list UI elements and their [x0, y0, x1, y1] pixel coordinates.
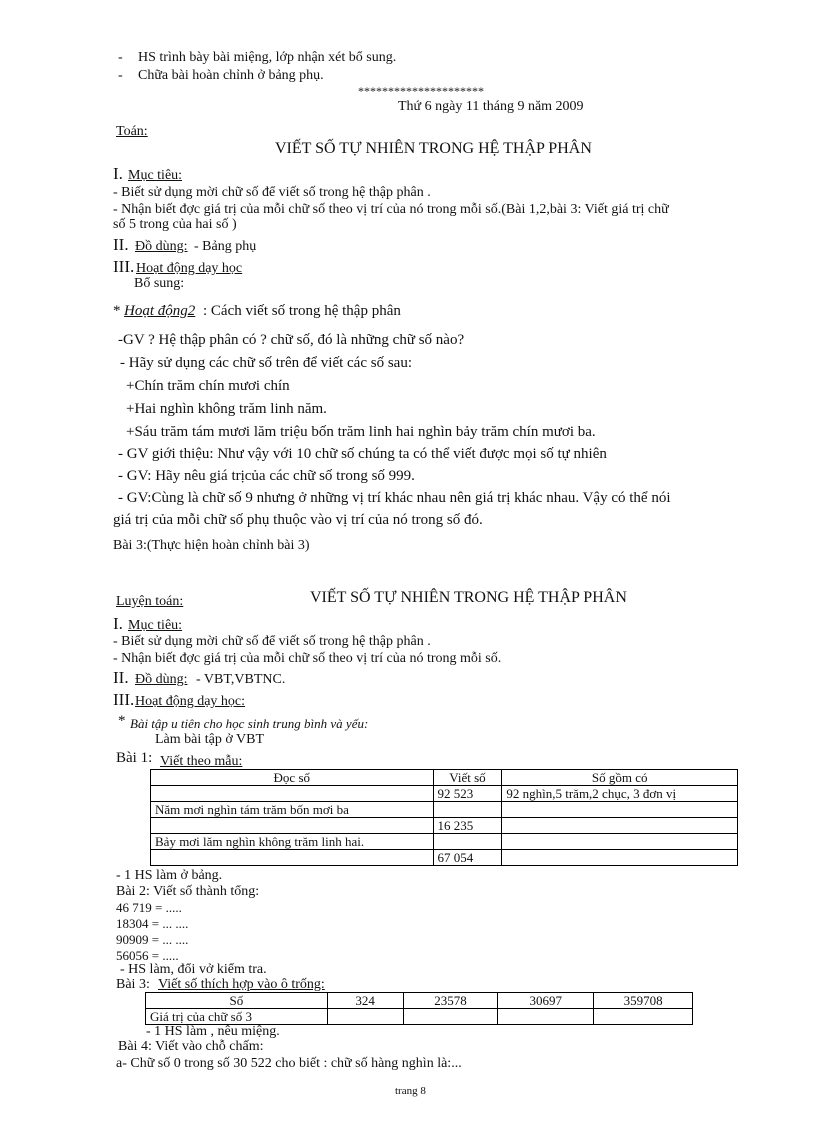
hd-text: : Cách viết số trong hệ thập phân [203, 303, 401, 319]
lesson2-sec3-num: III. [113, 690, 135, 709]
table-row [151, 802, 738, 818]
bai3-label: Viết số thích hợp vào ô trống: [158, 977, 325, 992]
table-cell: Bảy mơi lăm nghìn không trăm linh hai. [151, 834, 434, 850]
table-cell [502, 850, 738, 866]
table-row [146, 1009, 693, 1025]
activity-line: Bài 3:(Thực hiện hoàn chỉnh bài 3) [113, 538, 310, 553]
activity-line: +Sáu trăm tám mươi lăm triệu bốn trăm linh hai nghìn bảy trăm chín mươi ba. [126, 424, 596, 440]
lesson1-title: VIẾT SỐ TỰ NHIÊN TRONG HỆ THẬP PHÂN [275, 140, 592, 157]
lesson1-bosung: Bổ sung: [134, 276, 185, 291]
table-cell: 67 054 [433, 850, 502, 866]
lesson2-sec2-value: - VBT,VBTNC. [196, 672, 286, 687]
table-cell: 92 523 [433, 786, 502, 802]
bai1-label: Viết theo mẫu: [160, 754, 243, 769]
lesson2-sec1-label: Mục tiêu: [128, 618, 183, 633]
intro-bullet-1: HS trình bày bài miệng, lớp nhận xét bổ sung. [138, 50, 397, 65]
table-cell [502, 834, 738, 850]
table-header: 23578 [403, 993, 498, 1009]
hd-star: * [113, 303, 121, 319]
lesson1-goal-2b: số 5 trong của hai số ) [113, 217, 237, 232]
lesson1-sec2-label: Đồ dùng: [135, 239, 188, 254]
activity-line: - Hãy sử dụng các chữ số trên để viết các số sau: [120, 355, 412, 371]
lesson2-sec2-label: Đồ dùng: [135, 672, 188, 687]
bai3-after: - 1 HS làm , nêu miệng. [146, 1024, 280, 1039]
bt-star: * [118, 713, 126, 729]
table-cell [151, 786, 434, 802]
table-cell [403, 1009, 498, 1025]
activity-line: giá trị của mỗi chữ số phụ thuộc vào vị trí của nó trong số đó. [113, 512, 483, 528]
bai2-item: 90909 = ... .... [116, 932, 189, 947]
bai4-title: Bài 4: Viết vào chỗ chấm: [118, 1039, 264, 1054]
bai2-item: 56056 = ..... [116, 948, 179, 963]
hd-label: Hoạt động2 [124, 303, 196, 319]
lesson1-sec3-label: Hoạt động dạy học [136, 261, 243, 276]
lesson1-sec2-num: II. [113, 235, 129, 254]
table-cell [594, 1009, 693, 1025]
lesson2-sec3-label: Hoạt động dạy học: [135, 694, 246, 709]
lesson-date: Thứ 6 ngày 11 tháng 9 năm 2009 [398, 99, 584, 114]
stars-divider: ********************* [358, 84, 484, 98]
bai2-item: 18304 = ... .... [116, 916, 189, 931]
table-cell [327, 1009, 403, 1025]
table-cell: Năm mơi nghìn tám trăm bốn mơi ba [151, 802, 434, 818]
bai4-a: a- Chữ số 0 trong số 30 522 cho biết : chữ số hàng nghìn là:... [116, 1056, 462, 1071]
table-cell: 16 235 [433, 818, 502, 834]
lesson2-title: VIẾT SỐ TỰ NHIÊN TRONG HỆ THẬP PHÂN [310, 589, 627, 606]
table-header: Số [146, 993, 328, 1009]
table-cell [433, 834, 502, 850]
bai1-num: Bài 1: [116, 750, 153, 766]
lesson1-sec1-label: Mục tiêu: [128, 168, 183, 183]
table-header: Số gồm có [502, 770, 738, 786]
lesson1-goal-2a: - Nhận biết đợc giá trị của mỗi chữ số theo vị trí của nó trong mỗi số.(Bài 1,2,bài 3: Viết giá trị chữ [113, 202, 669, 217]
bai2-after: - HS làm, đổi vở kiểm tra. [120, 962, 267, 977]
bai2-title: Bài 2: Viết số thành tổng: [116, 884, 260, 899]
bai2-item: 46 719 = ..... [116, 900, 182, 915]
table-write-numbers [150, 769, 738, 866]
lesson1-goal-1: - Biết sử dụng mời chữ số để viết số trong hệ thập phân . [113, 185, 431, 200]
table-header: Viết số [433, 770, 502, 786]
lesson2-goal-2: - Nhận biết đợc giá trị của mỗi chữ số theo vị trí của nó trong mỗi số. [113, 651, 502, 666]
bullet-dash-2: - [118, 68, 123, 83]
table-cell [502, 818, 738, 834]
bt-text: Làm bài tập ở VBT [155, 732, 265, 747]
table-digit-values [145, 992, 693, 1025]
table-cell [151, 818, 434, 834]
activity-line: - GV: Hãy nêu giá trịcủa các chữ số trong số 999. [118, 468, 415, 484]
table-header: 324 [327, 993, 403, 1009]
activity-line: - GV:Cùng là chữ số 9 nhưng ở những vị trí khác nhau nên giá trị khác nhau. Vậy có thể nói [118, 490, 671, 506]
table-cell [433, 802, 502, 818]
activity-line: - GV giới thiệu: Như vậy với 10 chữ số chúng ta có thể viết được mọi số tự nhiên [118, 446, 607, 462]
table-header: 30697 [498, 993, 594, 1009]
lesson2-subject: Luyện toán: [116, 594, 184, 609]
table-row [151, 850, 738, 866]
table-header: 359708 [594, 993, 693, 1009]
bai1-after: - 1 HS làm ở bảng. [116, 868, 223, 883]
lesson2-sec1-num: I. [113, 614, 123, 633]
activity-line: +Hai nghìn không trăm linh năm. [126, 401, 327, 417]
page-number: trang 8 [395, 1085, 426, 1097]
lesson1-sec3-num: III. [113, 257, 135, 276]
table-cell: Giá trị của chữ số 3 [146, 1009, 328, 1025]
table-row [151, 786, 738, 802]
table-cell [151, 850, 434, 866]
intro-bullet-2: Chữa bài hoàn chỉnh ở bảng phụ. [138, 68, 324, 83]
activity-line: +Chín trăm chín mươi chín [126, 378, 290, 394]
table-header: Đọc số [151, 770, 434, 786]
lesson2-goal-1: - Biết sử dụng mời chữ số để viết số trong hệ thập phân . [113, 634, 431, 649]
table-row [151, 834, 738, 850]
bullet-dash-1: - [118, 50, 123, 65]
lesson1-sec2-value: - Bảng phụ [194, 239, 257, 254]
table-cell [502, 802, 738, 818]
table-cell: 92 nghìn,5 trăm,2 chục, 3 đơn vị [502, 786, 738, 802]
table-row [151, 818, 738, 834]
lesson1-subject: Toán: [116, 124, 148, 139]
lesson1-sec1-num: I. [113, 164, 123, 183]
bt-label: Bài tập u tiên cho học sinh trung bình và yếu: [130, 716, 369, 731]
activity-line: -GV ? Hệ thập phân có ? chữ số, đó là những chữ số nào? [118, 332, 465, 348]
table-cell [498, 1009, 594, 1025]
bai3-num: Bài 3: [116, 977, 150, 992]
lesson2-sec2-num: II. [113, 668, 129, 687]
